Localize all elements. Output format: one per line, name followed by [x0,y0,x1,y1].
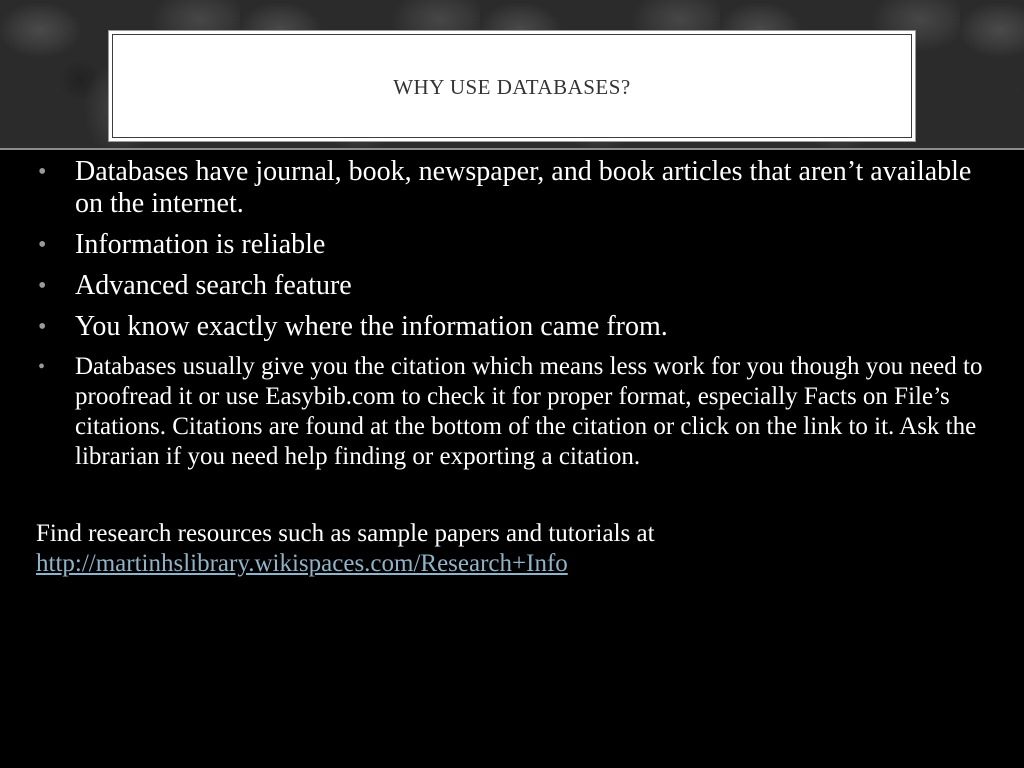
bullet-text: Advanced search feature [75,270,352,301]
bullet-item [36,352,986,472]
bullet-dot-icon: • [38,232,47,258]
title-box [108,30,916,142]
bullet-item [36,270,986,302]
slide-content [36,156,986,579]
bullet-dot-icon: • [38,273,47,299]
bullet-item [36,156,986,220]
bullet-dot-icon: • [38,356,46,378]
bullet-dot-icon: • [38,159,47,185]
slide-title: WHY USE DATABASES? [393,75,631,99]
research-info-link[interactable]: http://martinhslibrary.wikispaces.com/Research+Info [36,550,568,577]
footer-paragraph [36,519,986,579]
bullet-text: Databases have journal, book, newspaper, and book articles that aren’t available on the internet. [75,156,972,219]
bullet-text: You know exactly where the information came from. [75,311,668,342]
footer-text: Find research resources such as sample papers and tutorials at [36,520,655,547]
bullet-list [36,156,986,472]
bullet-dot-icon: • [38,314,47,340]
bullet-text: Information is reliable [75,229,326,260]
bullet-item [36,229,986,261]
bullet-text: Databases usually give you the citation which means less work for you though you need to proofread it or use Easybib.com to check it for proper format, especially Facts on File’s citations. Citations are found at the bottom of the citation or click on the link to it. Ask the librarian if you need help finding or exporting a citation. [75,353,983,470]
bullet-item [36,311,986,343]
